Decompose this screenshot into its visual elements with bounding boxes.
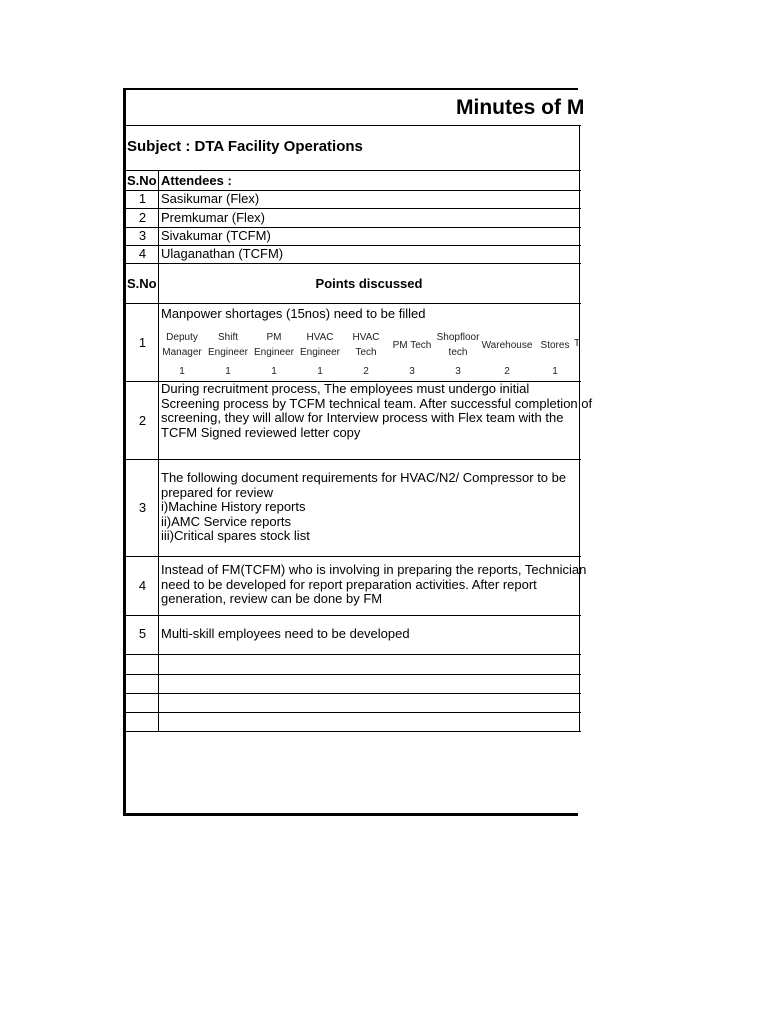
point-text: During recruitment process, The employees must undergo initial Screening process by TCFM technical team. After successful completion of screening, they will allow for Interview process with Flex team with the TCFM Signed reviewed letter copy [161,381,593,440]
row-divider [126,693,581,694]
role-label: Shopfloor tech [436,332,480,358]
attendee-name: Sasikumar (Flex) [161,191,260,206]
point-text: Multi-skill employees need to be developed [161,626,410,641]
point-text: Manpower shortages (15nos) need to be filled [161,306,426,321]
role-label: Shift Engineer [207,332,249,358]
role-label: Deputy Manager [162,332,202,358]
row-divider [126,654,581,655]
role-count: 1 [271,366,277,377]
row-divider [126,125,581,126]
role-count: 1 [179,366,185,377]
truncated-column-mark: T [574,338,581,349]
point-number: 1 [138,335,147,350]
role-label: Warehouse [481,340,533,351]
point-number: 2 [138,413,147,428]
row-divider [126,731,581,732]
points-header: Points discussed [315,276,423,291]
row-divider [126,303,581,304]
point-text: Instead of FM(TCFM) who is involving in preparing the reports, Technician need to be developed for report preparation activities. After report generation, review can be done by FM [161,562,587,606]
role-label: HVAC Tech [352,332,380,358]
minutes-sheet [123,88,593,816]
row-divider [126,556,581,557]
role-count: 1 [317,366,323,377]
attendee-number: 3 [138,228,147,243]
role-label: HVAC Engineer [299,332,341,358]
row-divider [126,459,581,460]
meeting-subject: Subject : DTA Facility Operations [127,138,363,155]
role-count: 1 [225,366,231,377]
row-divider [126,712,581,713]
attendees-sno-header: S.No [127,173,157,188]
role-label: Stores [540,340,570,351]
attendee-name: Sivakumar (TCFM) [161,228,271,243]
points-sno-header: S.No [127,276,157,291]
role-label: PM Tech [392,340,432,351]
role-count: 1 [552,366,558,377]
attendee-number: 1 [138,191,147,206]
role-count: 2 [504,366,510,377]
page-title: Minutes of M [456,96,585,119]
point-number: 5 [138,626,147,641]
role-count: 3 [455,366,461,377]
role-count: 3 [409,366,415,377]
row-divider [126,208,581,209]
row-divider [126,263,581,264]
attendee-number: 2 [138,210,147,225]
row-divider [126,674,581,675]
row-divider [126,615,581,616]
point-number: 3 [138,500,147,515]
point-text: The following document requirements for HVAC/N2/ Compressor to be prepared for review i)Machine History reports ii)AMC Service reports iii)Critical spares stock list [161,470,567,543]
role-label: PM Engineer [253,332,295,358]
attendee-name: Premkumar (Flex) [161,210,266,225]
row-divider [126,170,581,171]
point-number: 4 [138,578,147,593]
role-count: 2 [363,366,369,377]
attendee-number: 4 [138,246,147,261]
attendees-header: Attendees : [161,173,232,188]
attendee-name: Ulaganathan (TCFM) [161,246,284,261]
